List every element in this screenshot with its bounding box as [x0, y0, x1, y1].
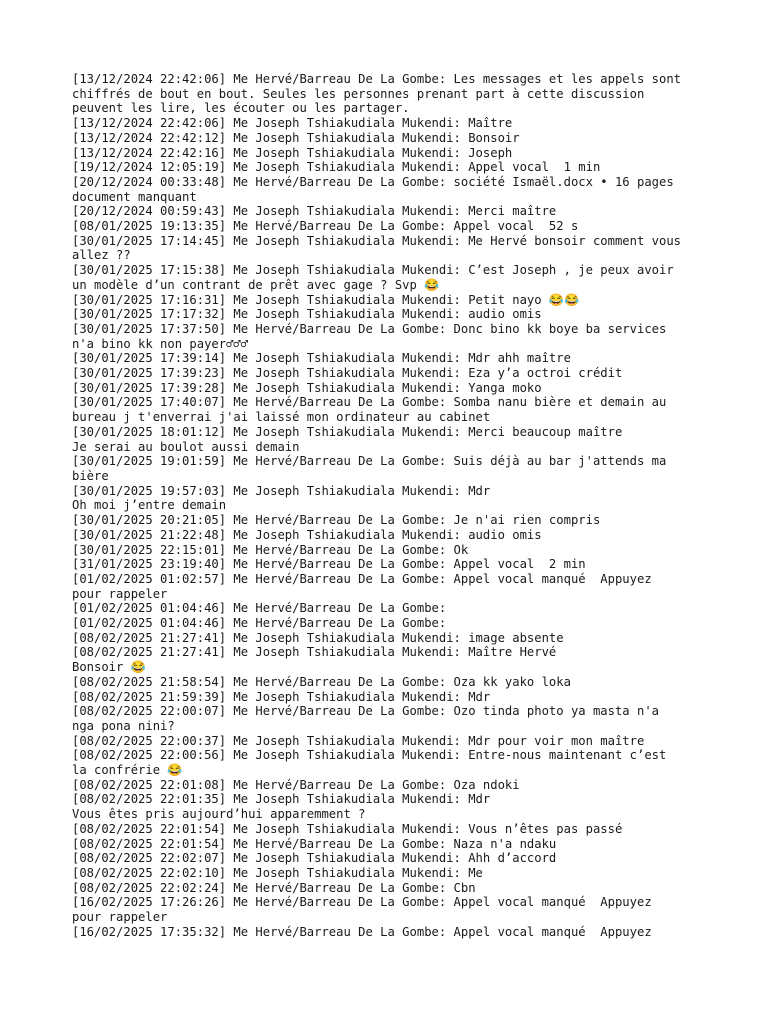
transcript-line: [08/02/2025 21:58:54] Me Hervé/Barreau De La Gombe: Oza kk yako loka	[72, 674, 571, 689]
transcript-line: document manquant	[72, 189, 197, 204]
transcript-line: [08/02/2025 22:01:54] Me Hervé/Barreau De La Gombe: Naza n'a ndaku	[72, 836, 557, 851]
transcript-line: Je serai au boulot aussi demain	[72, 439, 300, 454]
transcript-line: peuvent les lire, les écouter ou les partager.	[72, 101, 410, 116]
transcript-line: [08/02/2025 22:02:07] Me Joseph Tshiakudiala Mukendi: Ahh d’accord	[72, 851, 557, 866]
transcript-line: bureau j t'enverrai j'ai laissé mon ordinateur au cabinet	[72, 410, 491, 425]
transcript-line: [30/01/2025 17:39:23] Me Joseph Tshiakudiala Mukendi: Eza y’a octroi crédit	[72, 366, 623, 381]
transcript-line: [30/01/2025 19:01:59] Me Hervé/Barreau De La Gombe: Suis déjà au bar j'attends ma	[72, 454, 667, 469]
transcript-line: [08/01/2025 19:13:35] Me Hervé/Barreau De La Gombe: Appel vocal 52 s	[72, 219, 579, 234]
transcript-line: [30/01/2025 17:16:31] Me Joseph Tshiakudiala Mukendi: Petit nayo 😂😂	[72, 292, 580, 307]
transcript-line: [30/01/2025 17:15:38] Me Joseph Tshiakudiala Mukendi: C’est Joseph , je peux avoir	[72, 263, 674, 278]
transcript-line: Oh moi j’entre demain	[72, 498, 227, 513]
transcript-line: [30/01/2025 17:37:50] Me Hervé/Barreau De La Gombe: Donc bino kk boye ba services	[72, 321, 667, 336]
transcript-line: [30/01/2025 17:14:45] Me Joseph Tshiakudiala Mukendi: Me Hervé bonsoir comment vous	[72, 233, 682, 248]
transcript-line: [30/01/2025 17:40:07] Me Hervé/Barreau De La Gombe: Somba nanu bière et demain au	[72, 395, 667, 410]
transcript-line: [01/02/2025 01:04:46] Me Hervé/Barreau De La Gombe:	[72, 616, 447, 631]
transcript-line: [08/02/2025 21:59:39] Me Joseph Tshiakudiala Mukendi: Mdr	[72, 689, 491, 704]
transcript-line: allez ??	[72, 248, 131, 263]
transcript-line: [08/02/2025 21:27:41] Me Joseph Tshiakudiala Mukendi: image absente	[72, 630, 564, 645]
transcript-line: [30/01/2025 21:22:48] Me Joseph Tshiakudiala Mukendi: audio omis	[72, 527, 542, 542]
transcript-line: [01/02/2025 01:04:46] Me Hervé/Barreau De La Gombe:	[72, 601, 447, 616]
transcript-line: [08/02/2025 22:02:24] Me Hervé/Barreau De La Gombe: Cbn	[72, 880, 476, 895]
transcript-line: [16/02/2025 17:35:32] Me Hervé/Barreau De La Gombe: Appel vocal manqué Appuyez	[72, 924, 652, 939]
transcript-line: [13/12/2024 22:42:12] Me Joseph Tshiakudiala Mukendi: Bonsoir	[72, 130, 520, 145]
transcript-line: [20/12/2024 00:59:43] Me Joseph Tshiakudiala Mukendi: Merci maître	[72, 204, 557, 219]
transcript-line: [20/12/2024 00:33:48] Me Hervé/Barreau De La Gombe: société Ismaël.docx • 16 pages	[72, 174, 674, 189]
transcript-line: [08/02/2025 22:00:07] Me Hervé/Barreau De La Gombe: Ozo tinda photo ya masta n'a	[72, 704, 659, 719]
transcript-line: chiffrés de bout en bout. Seules les personnes prenant part à cette discussion	[72, 86, 645, 101]
transcript-line: [08/02/2025 22:00:56] Me Joseph Tshiakudiala Mukendi: Entre-nous maintenant c’est	[72, 748, 667, 763]
transcript-line: nga pona nini?	[72, 718, 175, 733]
transcript-line: [30/01/2025 17:39:28] Me Joseph Tshiakudiala Mukendi: Yanga moko	[72, 380, 542, 395]
transcript-line: [08/02/2025 22:02:10] Me Joseph Tshiakudiala Mukendi: Me	[72, 865, 483, 880]
transcript-line: [08/02/2025 22:00:37] Me Joseph Tshiakudiala Mukendi: Mdr pour voir mon maître	[72, 733, 645, 748]
transcript-line: [30/01/2025 20:21:05] Me Hervé/Barreau De La Gombe: Je n'ai rien compris	[72, 513, 601, 528]
transcript-line: [19/12/2024 12:05:19] Me Joseph Tshiakudiala Mukendi: Appel vocal 1 min	[72, 160, 601, 175]
transcript-line: [30/01/2025 22:15:01] Me Hervé/Barreau De La Gombe: Ok	[72, 542, 469, 557]
transcript-line: n'a bino kk non payer♂♂♂	[72, 336, 249, 351]
chat-transcript	[72, 72, 708, 939]
transcript-line: [13/12/2024 22:42:16] Me Joseph Tshiakudiala Mukendi: Joseph	[72, 145, 513, 160]
transcript-line: [16/02/2025 17:26:26] Me Hervé/Barreau De La Gombe: Appel vocal manqué Appuyez	[72, 895, 652, 910]
transcript-line: [30/01/2025 18:01:12] Me Joseph Tshiakudiala Mukendi: Merci beaucoup maître	[72, 424, 623, 439]
transcript-line: [01/02/2025 01:02:57] Me Hervé/Barreau De La Gombe: Appel vocal manqué Appuyez	[72, 571, 652, 586]
transcript-line: bière	[72, 468, 109, 483]
transcript-line: Vous êtes pris aujourd’hui apparemment ?	[72, 807, 366, 822]
transcript-line: [08/02/2025 22:01:54] Me Joseph Tshiakudiala Mukendi: Vous n’êtes pas passé	[72, 821, 623, 836]
transcript-line: pour rappeler	[72, 586, 168, 601]
transcript-line: [08/02/2025 22:01:08] Me Hervé/Barreau De La Gombe: Oza ndoki	[72, 777, 520, 792]
transcript-line: un modèle d’un contrant de prêt avec gage ? Svp 😂	[72, 277, 440, 292]
transcript-line: [30/01/2025 17:39:14] Me Joseph Tshiakudiala Mukendi: Mdr ahh maître	[72, 351, 571, 366]
transcript-line: [31/01/2025 23:19:40] Me Hervé/Barreau De La Gombe: Appel vocal 2 min	[72, 557, 586, 572]
transcript-line: Bonsoir 😂	[72, 660, 146, 675]
transcript-line: [30/01/2025 17:17:32] Me Joseph Tshiakudiala Mukendi: audio omis	[72, 307, 542, 322]
transcript-line: la confrérie 😂	[72, 763, 183, 778]
transcript-line: [13/12/2024 22:42:06] Me Joseph Tshiakudiala Mukendi: Maître	[72, 116, 513, 131]
transcript-line: [08/02/2025 21:27:41] Me Joseph Tshiakudiala Mukendi: Maître Hervé	[72, 645, 557, 660]
transcript-line: pour rappeler	[72, 910, 168, 925]
transcript-line: [13/12/2024 22:42:06] Me Hervé/Barreau De La Gombe: Les messages et les appels sont	[72, 72, 682, 86]
transcript-line: [30/01/2025 19:57:03] Me Joseph Tshiakudiala Mukendi: Mdr	[72, 483, 491, 498]
transcript-line: [08/02/2025 22:01:35] Me Joseph Tshiakudiala Mukendi: Mdr	[72, 792, 491, 807]
